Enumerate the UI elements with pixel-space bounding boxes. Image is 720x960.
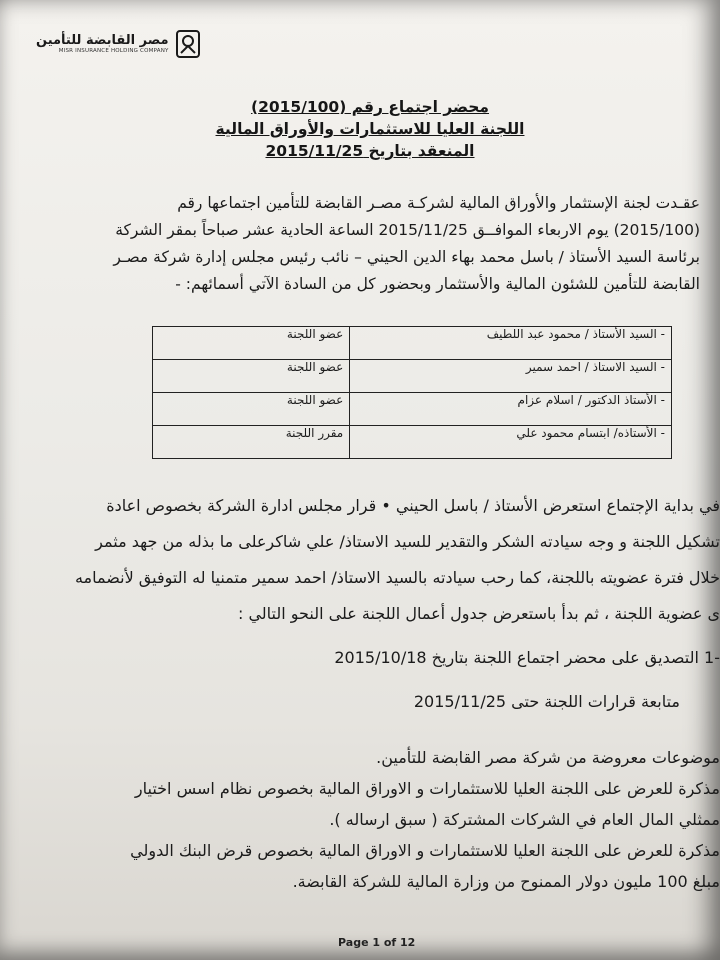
agenda-item: -1 التصديق على محضر اجتماع اللجنة بتاريخ 2015/10/18 bbox=[334, 648, 720, 667]
attendee-role: عضو اللجنة bbox=[153, 327, 350, 360]
table-row bbox=[153, 393, 672, 426]
attendee-name: - الأستاذه/ ابتسام محمود علي bbox=[350, 426, 672, 459]
intro-line: برئاسة السيد الأستاذ / باسل محمد بهاء الدين الحيني – نائب رئيس مجلس إدارة شركة مصـر bbox=[113, 248, 700, 266]
logo-text bbox=[36, 34, 169, 55]
intro-paragraph bbox=[20, 190, 700, 298]
minutes-title bbox=[200, 96, 540, 162]
table-row bbox=[153, 426, 672, 459]
body-line: في بداية الإجتماع استعرض الأستاذ / باسل الحيني • قرار مجلس ادارة الشركة بخصوص اعادة bbox=[106, 496, 720, 515]
table-row bbox=[153, 327, 672, 360]
attendee-name: - الأستاذ الدكتور / اسلام عزام bbox=[350, 393, 672, 426]
company-logo bbox=[36, 22, 206, 66]
page-number: Page 1 of 12 bbox=[338, 936, 416, 949]
body-line: تشكيل اللجنة و وجه سيادته الشكر والتقدير للسيد الاستاذ/ علي شاكرعلى ما بذله من جهد مثمر bbox=[95, 532, 720, 551]
topics-line: ممثلي المال العام في الشركات المشتركة ( سبق ارساله ). bbox=[329, 810, 720, 829]
logo-emblem-icon bbox=[175, 29, 201, 59]
attendee-role: عضو اللجنة bbox=[153, 360, 350, 393]
title-meeting-date: المنعقد بتاريخ 2015/11/25 bbox=[265, 142, 475, 160]
attendee-role: عضو اللجنة bbox=[153, 393, 350, 426]
topics-section bbox=[0, 742, 720, 897]
agenda-item: متابعة قرارات اللجنة حتى 2015/11/25 bbox=[413, 692, 680, 711]
logo-english-name: MISR INSURANCE HOLDING COMPANY bbox=[58, 47, 169, 54]
body-line: ى عضوية اللجنة ، ثم بدأ باستعرض جدول أعمال اللجنة على النحو التالي : bbox=[237, 604, 720, 623]
body-line: خلال فترة عضويته باللجنة، كما رحب سيادته بالسيد الاستاذ/ احمد سمير متمنيا له التوفيق لأنضمامه bbox=[74, 568, 720, 587]
opening-paragraph bbox=[0, 488, 720, 632]
topics-line: مذكرة للعرض على اللجنة العليا للاستثمارات و الاوراق المالية بخصوص قرض البنك الدولي bbox=[130, 841, 720, 860]
attendee-role: مقرر اللجنة bbox=[153, 426, 350, 459]
logo-arabic-name: مصر القابضة للتأمين bbox=[36, 32, 169, 48]
intro-line: عقـدت لجنة الإستثمار والأوراق المالية لشركـة مصـر القابضة للتأمين اجتماعها رقم bbox=[177, 194, 700, 212]
attendees-table bbox=[152, 326, 672, 459]
title-committee-name: اللجنة العليا للاستثمارات والأوراق المالية bbox=[215, 120, 525, 138]
intro-line: (2015/100) يوم الاربعاء الموافــق 2015/11/25 الساعة الحادية عشر صباحاً بمقر الشركة bbox=[115, 221, 700, 239]
topics-line: مبلغ 100 مليون دولار الممنوح من وزارة المالية للشركة القابضة. bbox=[292, 872, 720, 891]
table-row bbox=[153, 360, 672, 393]
title-meeting-number: محضر اجتماع رقم (2015/100) bbox=[250, 98, 490, 116]
attendee-name: - السيد الاستاذ / احمد سمير bbox=[350, 360, 672, 393]
intro-line: القابضة للتأمين للشئون المالية والأستثمار وبحضور كل من السادة الآتي أسمائهم: - bbox=[175, 275, 700, 293]
topics-line: موضوعات معروضة من شركة مصر القابضة للتأمين. bbox=[376, 748, 720, 767]
topics-line: مذكرة للعرض على اللجنة العليا للاستثمارات و الاوراق المالية بخصوص نظام اسس اختيار bbox=[134, 779, 720, 798]
attendee-name: - السيد الأستاذ / محمود عبد اللطيف bbox=[350, 327, 672, 360]
